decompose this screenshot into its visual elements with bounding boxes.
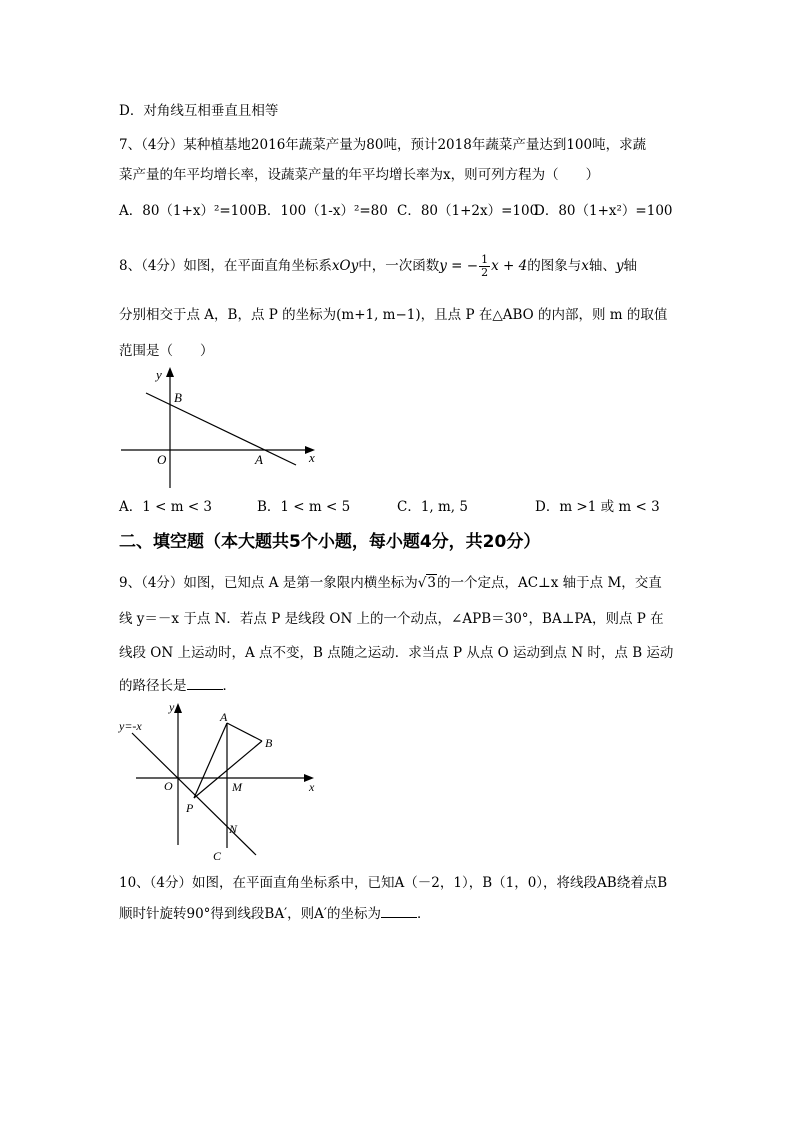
- q10-text-line2: 顺时针旋转90°得到线段BA′，则A′的坐标为 ．: [119, 906, 431, 922]
- q7-option-b: B．100（1-x）²=80: [257, 203, 388, 219]
- q8-option-a: A．1 < m < 3: [119, 499, 213, 515]
- y-label: y: [156, 367, 162, 382]
- x-label: x: [309, 450, 315, 465]
- segment-ab: [227, 723, 262, 741]
- y-label: y: [169, 700, 175, 714]
- q9-graph: [116, 695, 326, 865]
- section-heading: 二、填空题（本大题共5个小题，每小题4分，共20分）: [119, 532, 541, 552]
- q7-text-line2: 菜产量的年平均增长率，设蔬菜产量的年平均增长率为x，则可列方程为（ ）: [119, 167, 600, 183]
- q7-option-c: C．80（1+2x）=100: [397, 203, 539, 219]
- line-label: y=-x: [119, 719, 142, 733]
- point-b-label: B: [265, 736, 273, 750]
- q7-option-a: A．80（1+x）²=100: [119, 203, 257, 219]
- y-axis-arrow: [174, 703, 182, 713]
- q8-option-b: B．1 < m < 5: [257, 499, 351, 515]
- q8-text-line3: 范围是（ ）: [119, 343, 214, 359]
- q9-text-line2: 线 y＝－x 于点 N．若点 P 是线段 ON 上的一个动点，∠APB＝30°，BA⊥PA，则点 P 在: [119, 611, 664, 627]
- segment-pb: [194, 741, 262, 798]
- q8-options: [119, 497, 679, 517]
- line-y-equals-neg-x: [132, 733, 256, 855]
- point-m-label: M: [232, 780, 242, 794]
- point-c-label: C: [213, 849, 222, 863]
- point-p-label: P: [186, 801, 194, 815]
- y-axis-arrow: [166, 367, 174, 377]
- origin-label: O: [164, 779, 173, 793]
- segment-pa: [194, 723, 227, 798]
- q8-text-line2: 分别相交于点 A，B，点 P 的坐标为(m+1, m−1)，且点 P 在△ABO 的内部，则 m 的取值: [119, 307, 668, 323]
- q7-option-d: D．80（1+x²）=100: [534, 203, 673, 219]
- q8-option-c: C．1, m, 5: [397, 499, 468, 515]
- q7-options: [119, 201, 679, 221]
- q6-option-d: D．对角线互相垂直且相等: [119, 103, 279, 119]
- q9-text-line1: 9、（4分）如图，已知点 A 是第一象限内横坐标为√3的一个定点，AC⊥x 轴于点 M，交直: [119, 575, 662, 591]
- function-line: [146, 393, 296, 465]
- sqrt-symbol: √: [417, 575, 427, 591]
- q8-graph: [116, 360, 326, 490]
- q7-text-line1: 7、（4分）某种植基地2016年蔬菜产量为80吨，预计2018年蔬菜产量达到100吨，求蔬: [119, 137, 647, 153]
- q10-text-line1: 10、（4分）如图，在平面直角坐标系中，已知A（－2，1），B（1，0），将线段AB绕着点B: [119, 875, 668, 891]
- q8-text-line1: 8、（4分）如图，在平面直角坐标系xOy中，一次函数y = − $\frac{1}{2}$ x + 4的图象与x轴、y轴: [119, 253, 637, 279]
- x-label: x: [309, 780, 315, 794]
- point-b-label: B: [174, 390, 182, 405]
- point-a-label: A: [255, 452, 263, 467]
- fraction-one-half: $\frac{1}{2}$: [481, 253, 489, 279]
- q8-option-d: D．m >1 或 m < 3: [535, 499, 660, 515]
- q9-text-line4: 的路径长是 ．: [119, 678, 236, 694]
- point-a-label: A: [220, 710, 228, 724]
- q9-text-line3: 线段 ON 上运动时，A 点不变，B 点随之运动．求当点 P 从点 O 运动到点 N 时，点 B 运动: [119, 645, 674, 661]
- answer-blank[interactable]: [381, 905, 417, 918]
- origin-label: O: [157, 452, 167, 467]
- answer-blank[interactable]: [187, 677, 223, 690]
- point-n-label: N: [229, 822, 238, 836]
